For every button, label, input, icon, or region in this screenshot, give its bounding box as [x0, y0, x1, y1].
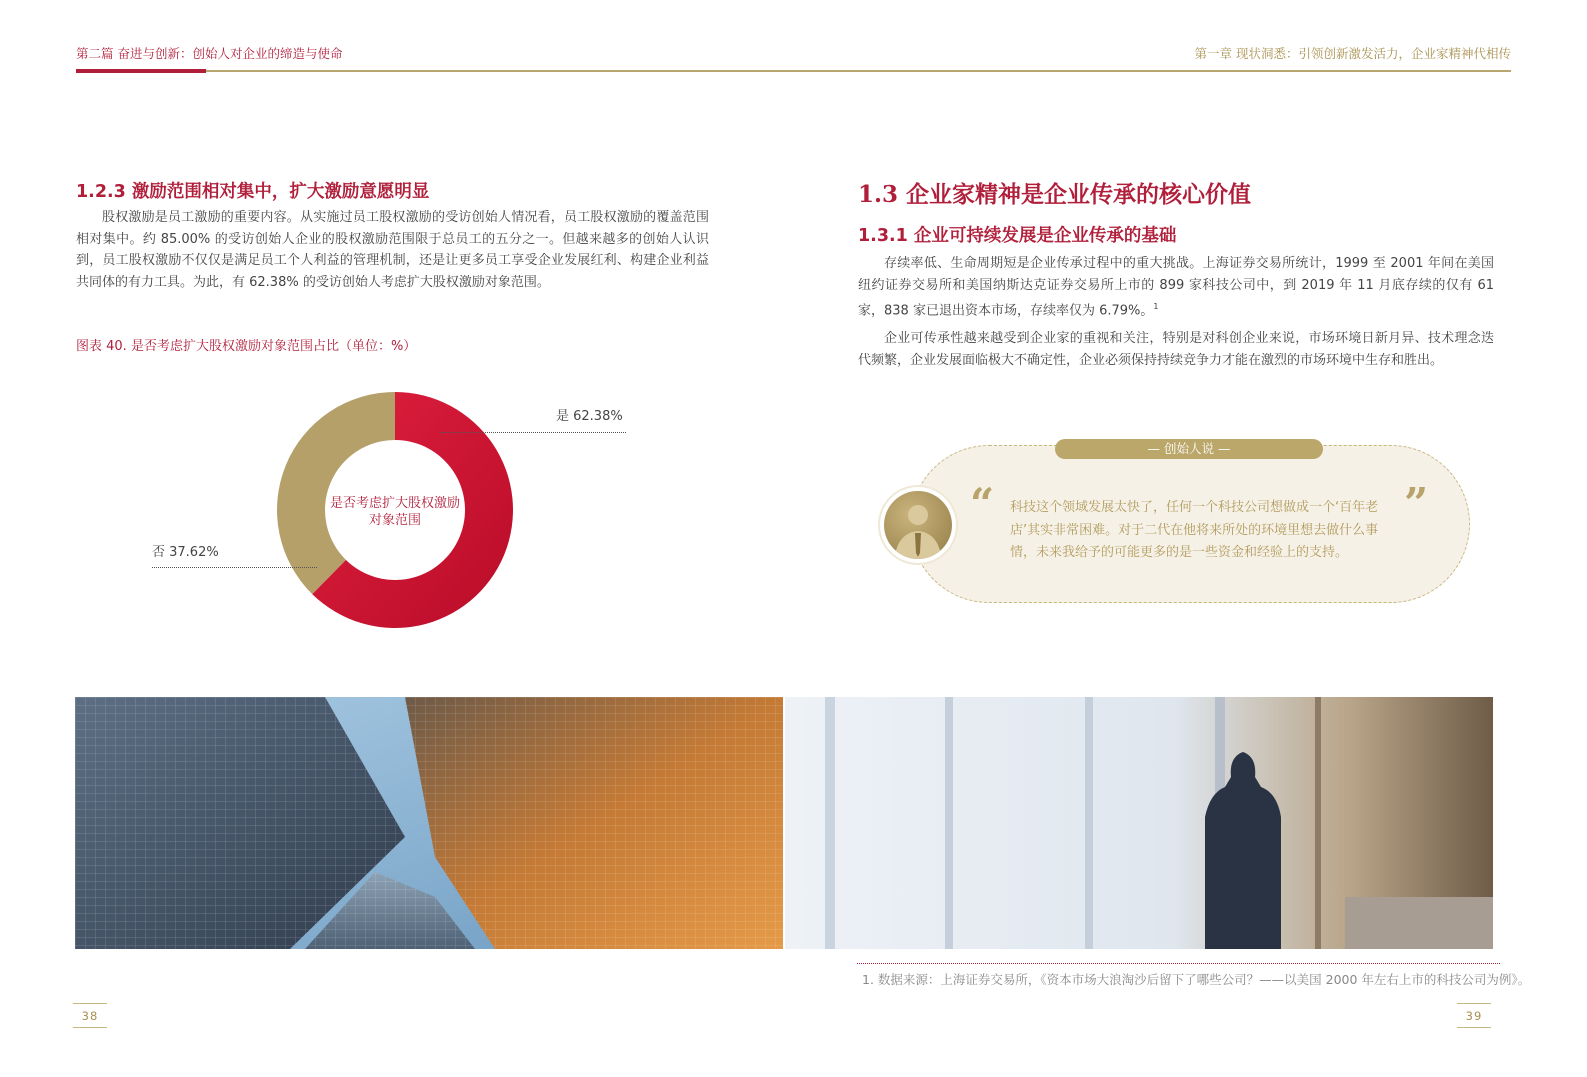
leader-line-no [152, 567, 317, 568]
running-header-left: 第二篇 奋进与创新：创始人对企业的缔造与使命 [76, 46, 343, 61]
founder-quote-text: 科技这个领域发展太快了，任何一个科技公司想做成一个‘百年老店’其实非常困难。对于二代在他将来所处的环境里想去做什么事情，未来我给予的可能更多的是一些资金和经验上的支持。 [1010, 500, 1379, 560]
body-paragraph: 股权激励是员工激励的重要内容。从实施过员工股权激励的受访创始人情况看，员工股权激励的覆盖范围相对集中。约 85.00% 的受访创始人企业的股权激励范围限于总员工的五分之一。但越来越多的创始人认识到，员工股权激励不仅仅是满足员工个人利益的管理机制，还是让更多员工享受企业发展红利、构建企业利益共同体的有力工具。为此，有 62.38% 的受访创始人考虑扩大股权激励对象范围。 [76, 210, 709, 290]
businessman-window-photo [785, 697, 1493, 949]
paragraph-text: 存续率低、生命周期短是企业传承过程中的重大挑战。上海证券交易所统计，1999 至 2001 年间在美国纽约证券交易所和美国纳斯达克证券交易所上市的 899 家科技公司中，到 2019 年 11 月底存续的仅有 61 家，838 家已退出资本市场，存续率仅为 6.79%。 [858, 256, 1494, 319]
chapter-title-1-3: 1.3 企业家精神是企业传承的核心价值 [858, 181, 1252, 208]
leader-line-yes [440, 432, 626, 433]
page-number-rule-right-bottom [1457, 1027, 1491, 1028]
page-number-rule-left [73, 1003, 107, 1004]
skyscrapers-photo [75, 697, 783, 949]
page-number-left: 38 [81, 1009, 99, 1023]
footnote-ref: 1 [1153, 302, 1159, 311]
person-silhouette-icon [880, 487, 956, 563]
header-rule [76, 70, 1511, 72]
running-header-right: 第一章 现状洞悉：引领创新激发活力，企业家精神代相传 [1194, 46, 1511, 61]
page-number-rule-right [1457, 1003, 1491, 1004]
header-rule-accent [76, 69, 206, 73]
figure-caption: 图表 40. 是否考虑扩大股权激励对象范围占比（单位：%） [76, 339, 417, 354]
close-quote-icon: ” [1404, 479, 1429, 528]
slice-label-yes: 是 62.38% [556, 409, 623, 424]
founder-avatar-icon [880, 487, 956, 563]
body-paragraph-1 [858, 253, 1494, 322]
body-paragraph-2: 企业可传承性越来越受到企业家的重视和关注，特别是对科创企业来说，市场环境日新月异、技术理念迭代频繁，企业发展面临极大不确定性，企业必须保持持续竞争力才能在激烈的市场环境中生存和胜出。 [858, 331, 1494, 368]
footnote-text: 1. 数据来源：上海证券交易所，《资本市场大浪淘沙后留下了哪些公司？——以美国 2000 年左右上市的科技公司为例》。 [862, 972, 1531, 987]
open-quote-icon: “ [970, 479, 995, 528]
quote-label: — 创始人说 — [1055, 439, 1323, 459]
page-number-right: 39 [1465, 1009, 1483, 1023]
section-title-1-3-1: 1.3.1 企业可持续发展是企业传承的基础 [858, 226, 1177, 246]
footnote-rule [857, 963, 1500, 964]
donut-center-label: 是否考虑扩大股权激励对象范围 [330, 496, 461, 528]
section-title-1-2-3: 1.2.3 激励范围相对集中，扩大激励意愿明显 [76, 182, 430, 202]
donut-slice-no [277, 392, 395, 594]
slice-label-no: 否 37.62% [152, 545, 219, 560]
page-number-rule-left-bottom [73, 1027, 107, 1028]
